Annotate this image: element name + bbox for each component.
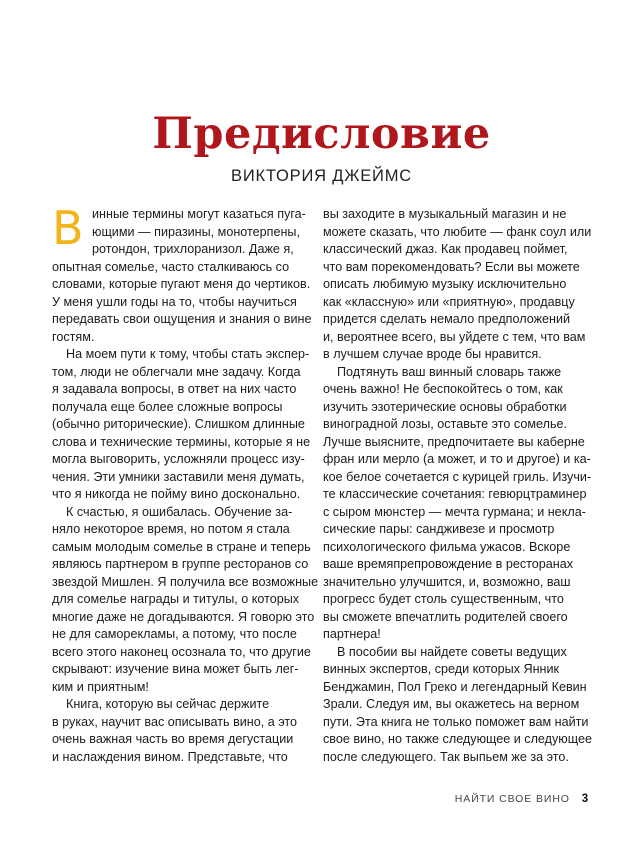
text-line: том, люди не облегчали мне задачу. Когда — [52, 364, 301, 379]
text-line: могла выговорить, усложняли процесс изу- — [52, 452, 305, 466]
text-line: что я никогда не пойму вино досконально. — [52, 487, 301, 501]
text-line: словами, которые пугают меня до чертиков. — [52, 277, 311, 291]
text-line: У меня ушли годы на то, чтобы научиться — [52, 294, 297, 309]
text-line: что вам порекомендовать? Если вы можете — [323, 259, 580, 274]
text-line: ротондон, трихлоранизол. Даже я, — [92, 242, 294, 256]
text-line: кое белое сочетается с курицей гриль. Изучи- — [323, 469, 592, 484]
drop-cap-letter: В — [52, 201, 84, 255]
text-line: инные термины могут казаться пуга- — [92, 207, 306, 221]
page-number: 3 — [581, 793, 589, 805]
text-line: пути. Эта книга не только поможет вам найти — [323, 714, 589, 729]
text-line: вы заходите в музыкальный магазин и не — [323, 207, 567, 221]
text-line: всего этого наконец осознала то, что другие — [52, 644, 311, 659]
text-line: Книга, которую вы сейчас держите — [66, 697, 270, 711]
text-line: как «классную» или «приятную», продавцу — [323, 294, 575, 309]
text-line: классический джаз. Как продавец поймет, — [323, 242, 568, 256]
text-line: самым молодым сомелье в стране и теперь — [52, 539, 311, 554]
author-name: ВИКТОРИЯ ДЖЕЙМС — [231, 167, 412, 185]
text-line: в руках, научит вас описывать вино, а это — [52, 714, 298, 729]
left-text-column — [52, 201, 319, 766]
text-line: получала еще более сложные вопросы — [52, 399, 283, 414]
right-text-column — [323, 206, 592, 766]
text-line: свое вино, но также следующее и следующее — [323, 732, 592, 746]
text-line: передавать свои ощущения и знания о вине — [52, 312, 312, 326]
text-line: Подтянуть ваш винный словарь также — [337, 364, 562, 379]
text-line: можете сказать, что любите — фанк соул или — [323, 224, 592, 239]
text-line: психологического фильма ужасов. Вскоре — [323, 539, 571, 554]
text-line: вы сможете впечатлить родителей своего — [323, 609, 568, 624]
text-line: являюсь партнером в группе ресторанов со — [52, 557, 309, 571]
text-line: сические пары: сандживезе и просмотр — [323, 522, 555, 536]
text-line: опытная сомелье, часто сталкиваюсь со — [52, 259, 290, 274]
text-line: партнера! — [323, 627, 381, 641]
footer-book-title: НАЙТИ СВОЕ ВИНО — [454, 793, 570, 805]
text-line: няло некоторое время, но потом я стала — [52, 522, 290, 536]
page-footer — [455, 793, 589, 805]
text-line: ющими — пиразины, монотерпены, — [92, 224, 300, 239]
text-line: фран или мерло (а может, и то и другое) и ка- — [323, 452, 591, 466]
text-line: для сомелье награды и титулы, о которых — [52, 592, 300, 606]
text-line: чения. Эти умники заставили меня думать, — [52, 469, 305, 484]
text-line: многие даже не догадываются. Я говорю это — [52, 609, 315, 624]
text-line: я задавала вопросы, в ответ на них часто — [52, 382, 297, 396]
text-line: с сыром мюнстер — мечта гурмана; и некла- — [323, 504, 586, 519]
chapter-title: Предисловие — [152, 109, 491, 159]
text-line: В пособии вы найдете советы ведущих — [337, 644, 567, 659]
text-line: придется сделать немало предположений — [323, 312, 571, 326]
text-line: виноградной лозы, оставьте это сомелье. — [323, 417, 568, 431]
text-line: прогресс будет столь существенным, что — [323, 592, 564, 606]
text-line: значительно улучшится, и, возможно, ваш — [323, 574, 571, 589]
text-line: (обычно риторические). Слишком длинные — [52, 417, 305, 431]
text-line: слова и технические термины, которые я не — [52, 434, 311, 449]
text-line: На моем пути к тому, чтобы стать экспер- — [66, 347, 310, 361]
text-line: очень важно! Не беспокойтесь о том, как — [323, 382, 563, 396]
text-line: винных экспертов, среди которых Янник — [323, 662, 560, 676]
text-line: те классические сочетания: гевюрцтраминер — [323, 487, 587, 501]
text-line: звездой Мишлен. Я получила все возможные — [52, 574, 319, 589]
text-line: скрывают: изучение вина может быть лег- — [52, 662, 299, 676]
text-line: ваше времяпрепровождение в ресторанах — [323, 557, 574, 571]
text-line: после следующего. Так выпьем же за это. — [323, 749, 569, 764]
text-line: и, вероятнее всего, вы уйдете с тем, что вам — [323, 329, 586, 344]
text-line: изучить эзотерические основы обработки — [323, 399, 567, 414]
text-line: К счастью, я ошибалась. Обучение за- — [66, 504, 293, 519]
text-line: Зрали. Следуя им, вы окажетесь на верном — [323, 697, 580, 711]
text-line: Бенджамин, Пол Греко и легендарный Кевин — [323, 679, 587, 694]
text-line: очень важная часть во время дегустации — [52, 732, 294, 746]
text-line: гостям. — [52, 329, 95, 344]
text-line: и наслаждения вином. Представьте, что — [52, 749, 288, 764]
text-line: в лучшем случае вроде бы нравится. — [323, 347, 542, 361]
text-line: ким и приятным! — [52, 679, 149, 694]
text-line: Лучше выясните, предпочитаете вы каберне — [323, 434, 585, 449]
text-line: не для саморекламы, а потому, что после — [52, 627, 297, 641]
text-line: описать любимую музыку исключительно — [323, 277, 567, 291]
